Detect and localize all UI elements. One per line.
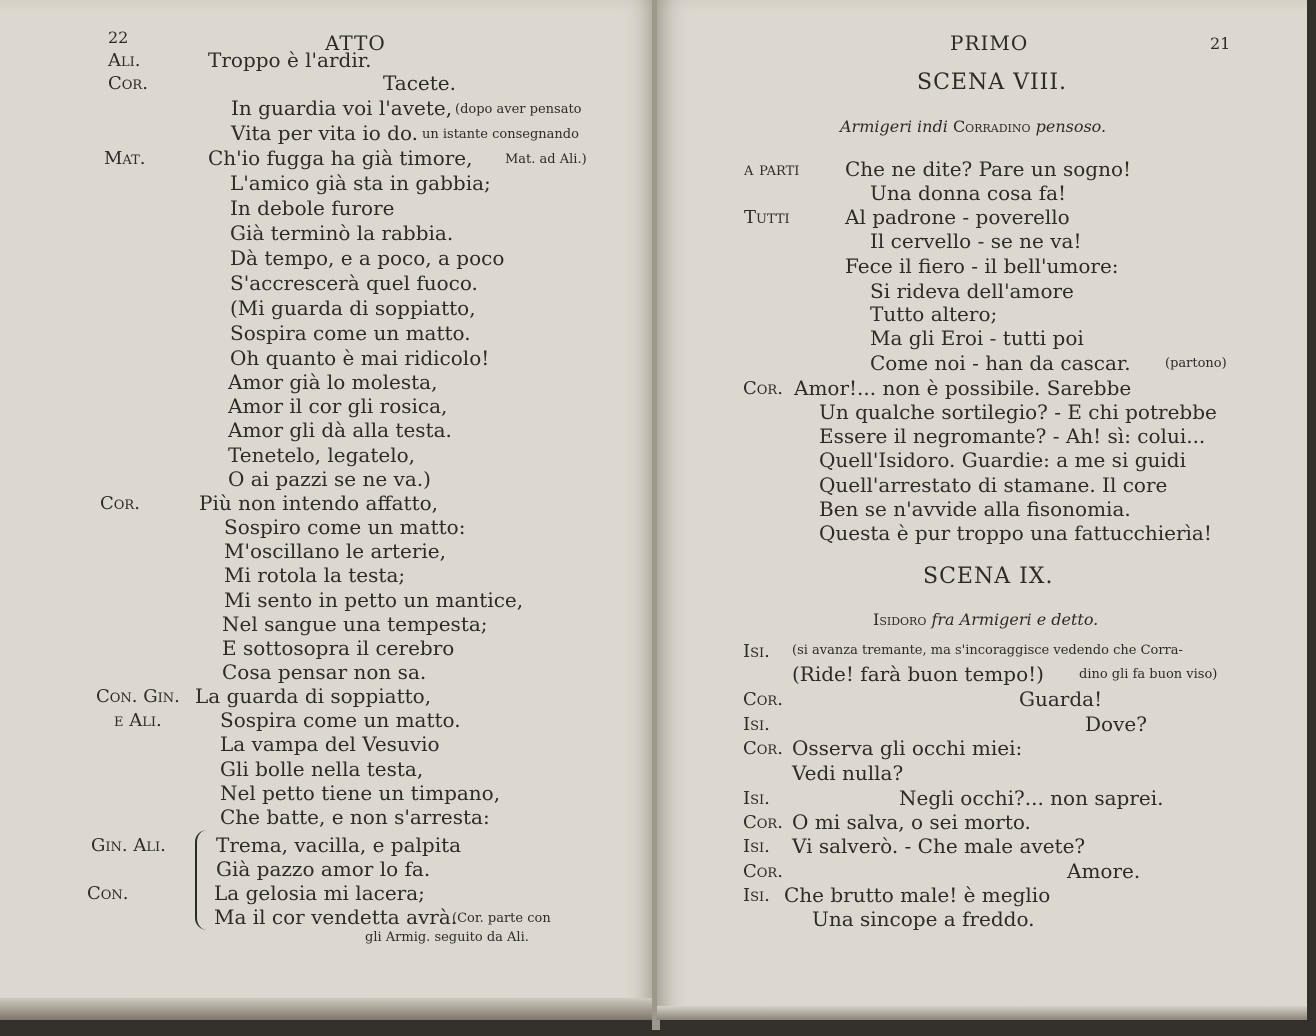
verse-line: Vi salverò. - Che male avete?	[792, 834, 1086, 858]
verse-line: La guarda di soppiatto,	[195, 684, 432, 708]
speaker-label: Con. Gin.	[96, 686, 180, 707]
verse-line: In guardia voi l'avete,	[231, 96, 453, 120]
verse-line: Sospiro come un matto:	[224, 515, 466, 539]
speaker-label: Cor.	[743, 689, 783, 710]
speaker-label: Cor.	[100, 493, 140, 514]
speaker-label: Gin. Ali.	[91, 835, 166, 856]
speaker-label: Cor.	[743, 378, 783, 399]
scene-description-text: Armigeri indi	[840, 117, 948, 136]
verse-line: Amor già lo molesta,	[228, 370, 438, 394]
speaker-label: e Ali.	[114, 710, 162, 731]
verse-line: Nel petto tiene un timpano,	[220, 781, 501, 805]
verse-line: Si rideva dell'amore	[870, 279, 1074, 303]
speaker-label: a parti	[744, 159, 800, 180]
verse-line: Ch'io fugga ha già timore,	[208, 146, 473, 170]
stage-direction: un istante consegnando	[422, 127, 579, 142]
verse-line: Tacete.	[383, 71, 456, 95]
speaker-label: Cor.	[743, 738, 783, 759]
verse-line: La gelosia mi lacera;	[214, 881, 425, 905]
verse-line: Una sincope a freddo.	[812, 907, 1035, 931]
verse-line: Come noi - han da cascar.	[870, 351, 1131, 375]
speaker-label: Cor.	[743, 861, 783, 882]
verse-line: Amore.	[1067, 859, 1141, 883]
speaker-label: Cor.	[743, 812, 783, 833]
speaker-label: Cor.	[108, 73, 148, 94]
stage-direction: (Cor. parte con	[452, 911, 551, 926]
verse-line: Sospira come un matto.	[230, 321, 471, 345]
verse-line: (Mi guarda di soppiatto,	[230, 296, 476, 320]
verse-line: Tutto altero;	[870, 302, 998, 326]
stage-direction: Mat. ad Ali.)	[505, 152, 587, 167]
verse-line: Ma gli Eroi - tutti poi	[870, 326, 1084, 350]
scene-heading: SCENA IX.	[923, 564, 1054, 589]
right-page	[657, 0, 1307, 1020]
running-header: ATTO	[325, 31, 386, 55]
verse-line: Trema, vacilla, e palpita	[216, 833, 462, 857]
scene-description-text: pensoso.	[1035, 117, 1107, 136]
verse-line: Fece il fiero - il bell'umore:	[845, 254, 1119, 278]
stage-direction: (dopo aver pensato	[455, 102, 582, 117]
character-name: Isidoro	[873, 610, 927, 629]
verse-line: S'accrescerà quel fuoco.	[230, 271, 478, 295]
stage-direction: (partono)	[1165, 356, 1227, 371]
verse-line: Una donna cosa fa!	[870, 181, 1067, 205]
verse-line: M'oscillano le arterie,	[224, 539, 446, 563]
verse-line: Questa è pur troppo una fattucchierìa!	[819, 521, 1212, 545]
verse-line: Il cervello - se ne va!	[870, 229, 1082, 253]
verse-line: Dove?	[1085, 712, 1147, 736]
verse-line: Ma il cor vendetta avrà.	[214, 905, 458, 929]
scene-description	[873, 610, 1098, 629]
speaker-label: Mat.	[104, 148, 146, 169]
stage-direction: dino gli fa buon viso)	[1079, 667, 1218, 682]
verse-line: Più non intendo affatto,	[199, 491, 439, 515]
stage-direction: gli Armig. seguito da Ali.	[365, 930, 529, 945]
brace-mark	[195, 830, 211, 930]
verse-line: O mi salva, o sei morto.	[792, 810, 1031, 834]
verse-line: Essere il negromante? - Ah! sì: colui...	[819, 424, 1206, 448]
scene-heading: SCENA VIII.	[917, 70, 1068, 95]
verse-line: Che batte, e non s'arresta:	[220, 805, 490, 829]
verse-line: Sospira come un matto.	[220, 708, 461, 732]
left-page	[0, 0, 655, 1020]
verse-line: Osserva gli occhi miei:	[792, 736, 1023, 760]
speaker-label: Con.	[87, 883, 129, 904]
verse-line: Amor il cor gli rosica,	[228, 394, 448, 418]
verse-line: Che ne dite? Pare un sogno!	[845, 157, 1132, 181]
verse-line: Gli bolle nella testa,	[220, 757, 424, 781]
scene-description	[840, 117, 1106, 136]
verse-line: La vampa del Vesuvio	[220, 732, 440, 756]
verse-line: Già terminò la rabbia.	[230, 221, 454, 245]
page-number: 22	[108, 28, 129, 47]
page-number: 21	[1210, 34, 1231, 53]
speaker-label: Ali.	[108, 50, 141, 71]
stage-direction: (si avanza tremante, ma s'incoraggisce vedendo che Corra-	[792, 643, 1183, 658]
verse-line: Un qualche sortilegio? - E chi potrebbe	[819, 400, 1217, 424]
scene-description-text: fra Armigeri e detto.	[931, 610, 1099, 629]
verse-line: Mi sento in petto un mantice,	[224, 588, 524, 612]
speaker-label: Isi.	[743, 836, 770, 857]
verse-line: Che brutto male! è meglio	[784, 883, 1051, 907]
verse-line: Quell'Isidoro. Guardie: a me si guidi	[819, 448, 1186, 472]
verse-line: Quell'arrestato di stamane. Il core	[819, 473, 1168, 497]
speaker-label: Isi.	[743, 641, 770, 662]
speaker-label: Isi.	[743, 714, 770, 735]
verse-line: In debole furore	[230, 196, 395, 220]
verse-line: Mi rotola la testa;	[224, 563, 406, 587]
verse-line: Nel sangue una tempesta;	[222, 612, 488, 636]
verse-line: Tenetelo, legatelo,	[228, 443, 415, 467]
character-name: Corradino	[952, 117, 1031, 136]
running-header: PRIMO	[950, 31, 1029, 55]
verse-line: Guarda!	[1019, 687, 1103, 711]
verse-line: Negli occhi?... non saprei.	[899, 786, 1164, 810]
verse-line: L'amico già sta in gabbia;	[230, 171, 491, 195]
verse-line: Dà tempo, e a poco, a poco	[230, 246, 505, 270]
verse-line: Già pazzo amor lo fa.	[216, 857, 431, 881]
verse-line: Cosa pensar non sa.	[222, 660, 427, 684]
verse-line: Vita per vita io do.	[231, 121, 419, 145]
speaker-label: Tutti	[744, 207, 790, 228]
verse-line: Amor gli dà alla testa.	[228, 418, 452, 442]
verse-line: Amor!... non è possibile. Sarebbe	[794, 376, 1132, 400]
speaker-label: Isi.	[743, 885, 770, 906]
verse-line: (Ride! farà buon tempo!)	[792, 662, 1044, 686]
speaker-label: Isi.	[743, 788, 770, 809]
verse-line: Oh quanto è mai ridicolo!	[230, 346, 490, 370]
verse-line: O ai pazzi se ne va.)	[228, 467, 431, 491]
verse-line: Ben se n'avvide alla fisonomia.	[819, 497, 1131, 521]
verse-line: Al padrone - poverello	[845, 205, 1070, 229]
verse-line: Troppo è l'ardir.	[208, 48, 372, 72]
verse-line: E sottosopra il cerebro	[222, 636, 455, 660]
verse-line: Vedi nulla?	[792, 761, 904, 785]
